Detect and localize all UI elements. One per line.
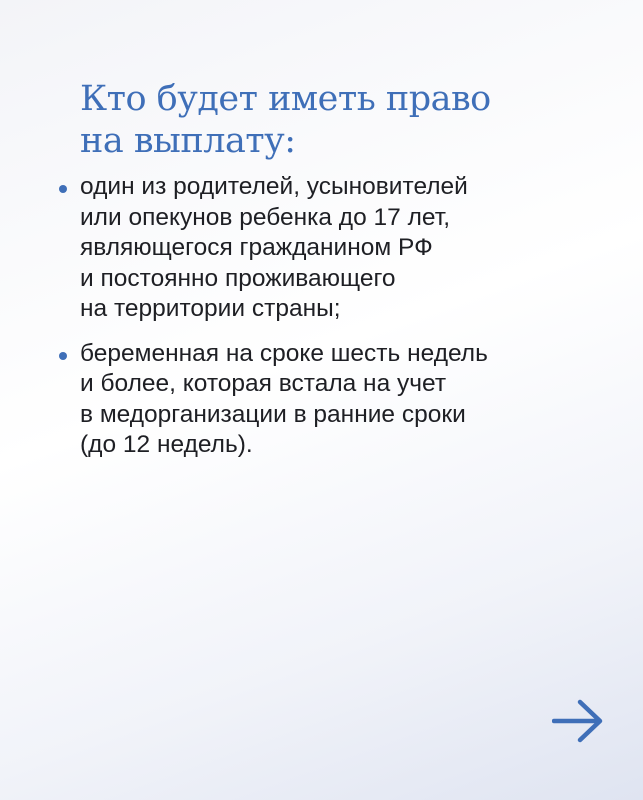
list-item-text: и более, которая встала на учет — [80, 370, 447, 397]
next-slide-button[interactable] — [552, 698, 604, 744]
bullet-dot-icon — [59, 352, 67, 360]
list-item-text: (до 12 недель). — [80, 431, 253, 458]
list-item-text: или опекунов ребенка до 17 лет, — [80, 203, 451, 231]
list-item-text: беременная на сроке шесть недель — [80, 339, 488, 367]
eligibility-list — [56, 172, 596, 475]
list-item-text: один из родителей, усыновителей — [80, 173, 468, 200]
title-line: Кто будет иметь право — [80, 79, 491, 119]
list-item — [56, 339, 596, 461]
list-item-text: на территории страны; — [80, 295, 341, 322]
page-title — [80, 78, 560, 162]
arrow-right-icon — [552, 698, 604, 744]
list-item-text: в медорганизации в ранние сроки — [80, 400, 466, 428]
list-item-text: и постоянно проживающего — [80, 264, 396, 292]
list-item-text: являющегося гражданином РФ — [80, 234, 433, 261]
title-line: на выплату: — [80, 121, 296, 161]
bullet-dot-icon — [59, 185, 67, 193]
list-item — [56, 172, 596, 325]
